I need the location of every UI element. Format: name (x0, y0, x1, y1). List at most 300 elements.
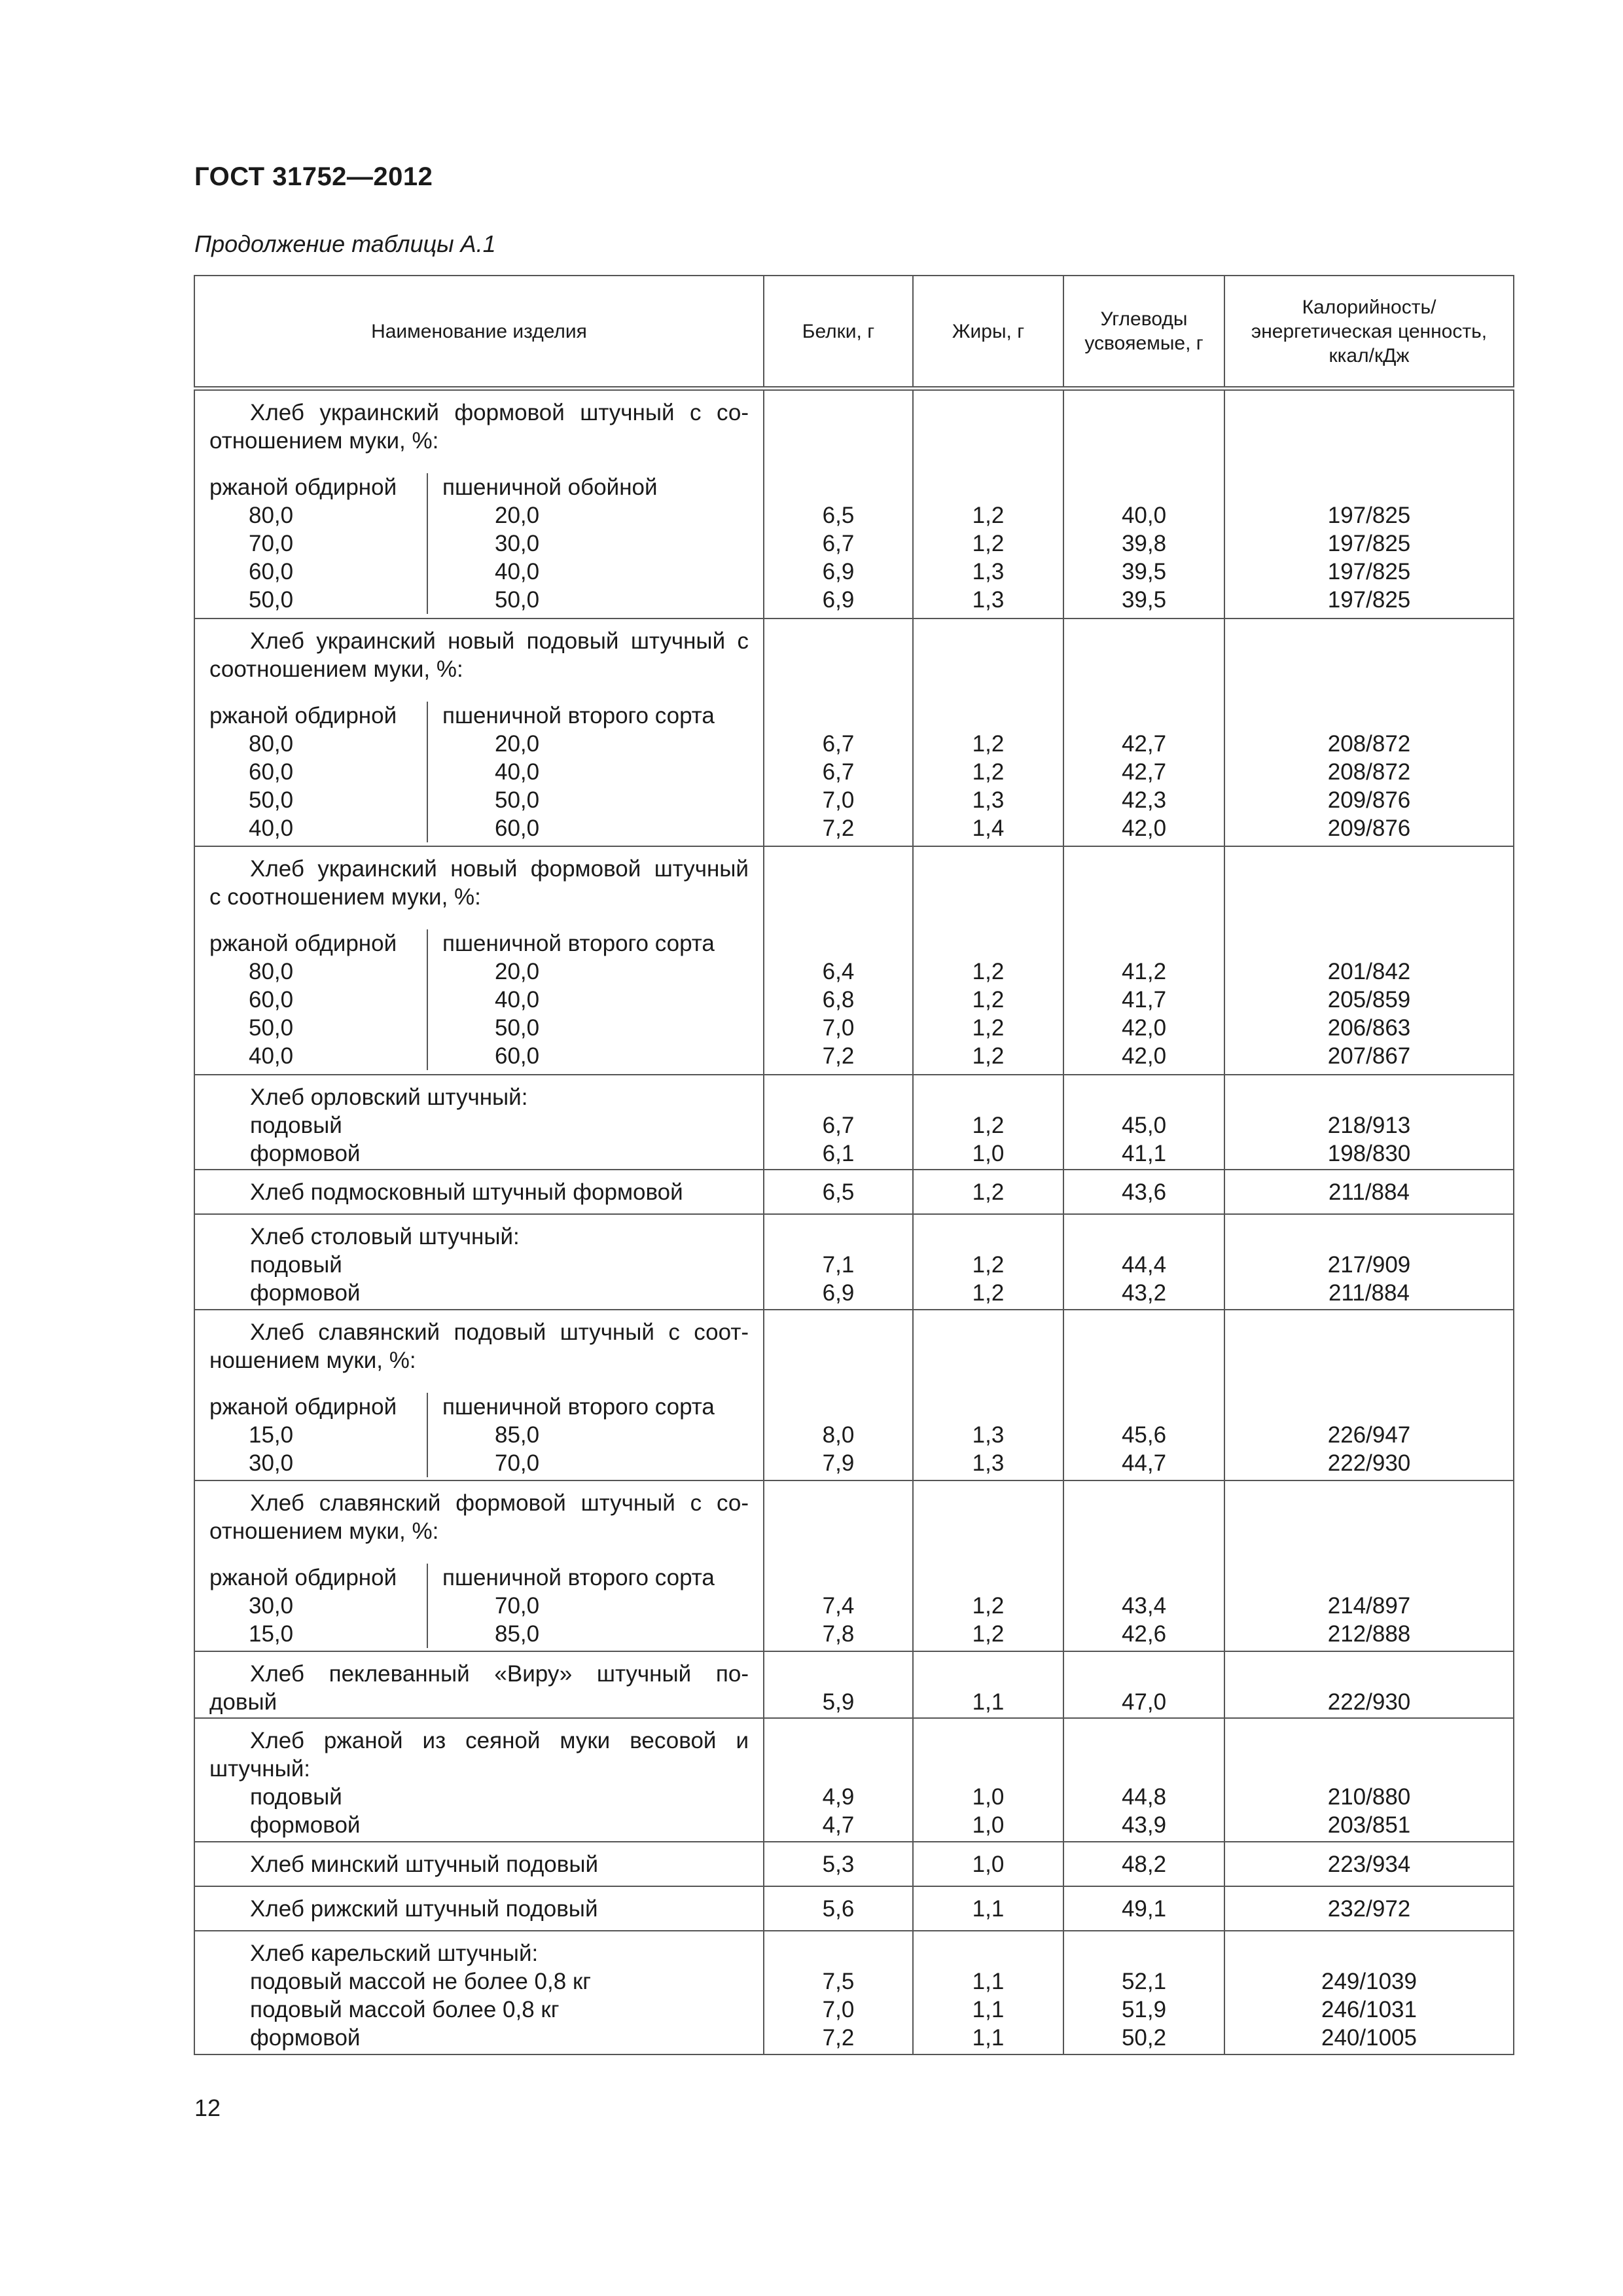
fat-value-cell (913, 1214, 1063, 1309)
fat-value-cell (913, 1842, 1063, 1886)
spacer (1225, 1223, 1513, 1251)
protein-value: 7,2 (822, 815, 855, 841)
protein-value: 6,8 (822, 987, 855, 1013)
spacer (764, 1083, 912, 1111)
rye-percent: 80,0 (249, 730, 294, 757)
table-row (194, 1310, 1514, 1480)
spacer (1064, 1517, 1224, 1564)
protein-value-cell (764, 1310, 913, 1480)
protein-value-cell (764, 1480, 913, 1651)
spacer (764, 929, 912, 958)
wheat-percent: 40,0 (495, 559, 540, 584)
calorie-value: 201/842 (1327, 959, 1411, 985)
calorie-value: 246/1031 (1321, 1996, 1417, 2022)
fat-value: 1,3 (972, 559, 1005, 584)
spacer (1225, 655, 1513, 702)
product-name-cell (194, 1310, 764, 1480)
rye-percent: 80,0 (249, 959, 294, 985)
spacer (1225, 1517, 1513, 1564)
fat-value: 1,2 (972, 1179, 1005, 1206)
product-title-line: Хлеб столовый штучный: (250, 1224, 520, 1250)
wheat-percent: 70,0 (495, 1592, 540, 1619)
page-number: 12 (194, 2094, 221, 2121)
spacer (1064, 1223, 1224, 1251)
wheat-percent: 50,0 (495, 587, 540, 613)
spacer (1064, 1083, 1224, 1111)
calorie-value: 226/947 (1327, 1422, 1411, 1448)
rye-percent: 50,0 (249, 1015, 294, 1041)
fat-value: 1,4 (972, 815, 1005, 841)
wheat-percent: 40,0 (495, 759, 540, 785)
spacer (914, 1939, 1063, 1967)
fat-value-cell (913, 1310, 1063, 1480)
calorie-value: 197/825 (1327, 503, 1411, 528)
carb-value: 45,6 (1121, 1422, 1167, 1448)
calorie-value-cell (1224, 1480, 1514, 1651)
table-row (194, 1886, 1514, 1931)
spacer (764, 427, 912, 473)
flour-col-rye (195, 1393, 428, 1477)
table-row (194, 1651, 1514, 1718)
col-header-name: Наименование изделия (194, 276, 764, 389)
spacer (914, 1083, 1063, 1111)
flour-col-wheat (428, 929, 763, 1070)
calorie-value: 203/851 (1327, 1812, 1411, 1838)
spacer (764, 1727, 912, 1755)
flour-ratio-grid (195, 929, 763, 1070)
calorie-value: 205/859 (1327, 987, 1411, 1013)
wheat-percent: 20,0 (495, 730, 540, 757)
product-title-line: Хлеб ржаной из сеяной муки весовой и (250, 1727, 749, 1753)
table-body (194, 389, 1514, 2055)
spacer (914, 1517, 1063, 1564)
spacer (1064, 655, 1224, 702)
protein-value: 4,9 (822, 1784, 855, 1810)
fat-value-cell (913, 389, 1063, 619)
col-header-carbs: Углеводы усвояемые, г (1063, 276, 1224, 389)
carb-value: 47,0 (1121, 1689, 1167, 1715)
flour-header-wheat: пшеничной обойной (442, 475, 658, 500)
fat-value: 1,1 (972, 1895, 1005, 1922)
document-code: ГОСТ 31752—2012 (194, 162, 433, 191)
flour-col-rye (195, 929, 428, 1070)
carb-value-cell (1063, 389, 1224, 619)
product-name-cell (194, 619, 764, 847)
carb-value-cell (1063, 1480, 1224, 1651)
flour-col-wheat (428, 473, 763, 614)
flour-ratio-grid (195, 702, 763, 842)
table-row (194, 1214, 1514, 1309)
carb-value-cell (1063, 619, 1224, 847)
carb-value: 42,7 (1121, 730, 1167, 757)
col-header-fat: Жиры, г (913, 276, 1063, 389)
rye-percent: 30,0 (249, 1592, 294, 1619)
wheat-percent: 70,0 (495, 1450, 540, 1476)
calorie-value-cell (1224, 1214, 1514, 1309)
spacer (1064, 1393, 1224, 1421)
carb-value: 42,7 (1121, 759, 1167, 785)
carb-value: 43,9 (1121, 1812, 1167, 1838)
variant-label: подовый (250, 1784, 342, 1810)
product-title-line: ношением муки, %: (209, 1347, 416, 1373)
protein-value-cell (764, 1718, 913, 1842)
rye-percent: 30,0 (249, 1450, 294, 1476)
calorie-value-cell (1224, 1075, 1514, 1170)
flour-header-rye: ржаной обдирной (209, 1564, 397, 1590)
table-row (194, 619, 1514, 847)
carb-value: 41,7 (1121, 987, 1167, 1013)
col-header-calories: Калорийность/ энергетическая ценность, ккал/кДж (1224, 276, 1514, 389)
flour-header-rye: ржаной обдирной (209, 702, 397, 728)
spacer (1225, 1393, 1513, 1421)
flour-col-wheat (428, 702, 763, 842)
carb-value: 41,1 (1121, 1140, 1167, 1166)
product-title-line: Хлеб карельский штучный: (250, 1940, 539, 1966)
carb-value: 40,0 (1121, 503, 1167, 528)
calorie-value: 249/1039 (1321, 1968, 1417, 1994)
product-name-cell (194, 1842, 764, 1886)
protein-value: 6,9 (822, 559, 855, 584)
protein-value: 7,2 (822, 2024, 855, 2051)
fat-value: 1,2 (972, 759, 1005, 785)
table-row (194, 1480, 1514, 1651)
spacer (1225, 1755, 1513, 1783)
fat-value: 1,2 (972, 987, 1005, 1013)
carb-value: 42,0 (1121, 1043, 1167, 1069)
carb-value: 44,8 (1121, 1784, 1167, 1810)
spacer (914, 1660, 1063, 1688)
calorie-value: 240/1005 (1321, 2024, 1417, 2051)
product-title-line: Хлеб минский штучный подовый (250, 1851, 599, 1877)
product-title-line: довый (209, 1689, 277, 1715)
protein-value: 5,9 (822, 1689, 855, 1715)
calorie-value-cell (1224, 1651, 1514, 1718)
carb-value-cell (1063, 1718, 1224, 1842)
fat-value: 1,3 (972, 1422, 1005, 1448)
carb-value: 49,1 (1121, 1895, 1167, 1922)
product-title-line: Хлеб рижский штучный подовый (250, 1895, 598, 1922)
rye-percent: 40,0 (249, 815, 294, 841)
spacer (1225, 929, 1513, 958)
fat-value: 1,1 (972, 1968, 1005, 1994)
protein-value-cell (764, 1931, 913, 2054)
calorie-value: 210/880 (1327, 1784, 1411, 1810)
spacer (1064, 427, 1224, 473)
spacer (1225, 855, 1513, 883)
spacer (914, 1223, 1063, 1251)
spacer (1225, 427, 1513, 473)
calorie-value-cell (1224, 1886, 1514, 1931)
spacer (209, 1545, 749, 1564)
table-row (194, 1075, 1514, 1170)
calorie-value: 218/913 (1327, 1112, 1411, 1138)
table-row (194, 389, 1514, 619)
protein-value: 6,1 (822, 1140, 855, 1166)
spacer (764, 473, 912, 501)
spacer (1225, 1346, 1513, 1393)
spacer (764, 655, 912, 702)
protein-value: 6,4 (822, 959, 855, 985)
spacer (764, 1660, 912, 1688)
spacer (764, 1564, 912, 1592)
spacer (914, 883, 1063, 929)
product-title-line: отношением муки, %: (209, 1518, 439, 1544)
flour-header-wheat: пшеничной второго сорта (442, 702, 715, 728)
spacer (1225, 702, 1513, 730)
spacer (764, 1517, 912, 1564)
nutrition-table (194, 275, 1514, 2055)
variant-label: подовый массой не более 0,8 кг (250, 1968, 592, 1994)
carb-value: 51,9 (1121, 1996, 1167, 2022)
fat-value-cell (913, 1170, 1063, 1214)
variant-label: формовой (250, 1140, 361, 1166)
fat-value: 1,3 (972, 587, 1005, 613)
spacer (764, 855, 912, 883)
product-name-cell (194, 1480, 764, 1651)
product-title-line: Хлеб пеклеванный «Виру» штучный по- (250, 1661, 749, 1687)
spacer (914, 655, 1063, 702)
calorie-value-cell (1224, 619, 1514, 847)
spacer (1225, 1727, 1513, 1755)
flour-col-wheat (428, 1393, 763, 1477)
calorie-value: 207/867 (1327, 1043, 1411, 1069)
protein-value: 6,7 (822, 1112, 855, 1138)
calorie-value: 232/972 (1327, 1895, 1411, 1922)
wheat-percent: 50,0 (495, 787, 540, 813)
calorie-value: 198/830 (1327, 1140, 1411, 1166)
spacer (764, 1755, 912, 1783)
carb-value: 39,5 (1121, 559, 1167, 584)
flour-col-rye (195, 473, 428, 614)
carb-value-cell (1063, 1931, 1224, 2054)
product-name-cell (194, 1718, 764, 1842)
product-title-line: Хлеб украинский новый формовой штучный (250, 856, 749, 882)
carb-value: 43,2 (1121, 1280, 1167, 1306)
rye-percent: 40,0 (249, 1043, 294, 1069)
col-header-protein: Белки, г (764, 276, 913, 389)
fat-value: 1,0 (972, 1784, 1005, 1810)
fat-value: 1,3 (972, 1450, 1005, 1476)
product-title-line: с соотношением муки, %: (209, 884, 481, 910)
flour-ratio-grid (195, 1564, 763, 1648)
fat-value: 1,2 (972, 531, 1005, 556)
table-row (194, 1170, 1514, 1214)
spacer (1064, 702, 1224, 730)
spacer (764, 702, 912, 730)
variant-label: формовой (250, 1812, 361, 1838)
carb-value: 45,0 (1121, 1112, 1167, 1138)
product-title-line: Хлеб подмосковный штучный формовой (250, 1179, 683, 1206)
carb-value: 50,2 (1121, 2024, 1167, 2051)
protein-value-cell (764, 1842, 913, 1886)
calorie-value: 222/930 (1327, 1450, 1411, 1476)
spacer (914, 1393, 1063, 1421)
protein-value: 5,6 (822, 1895, 855, 1922)
spacer (1064, 1939, 1224, 1967)
spacer (1064, 883, 1224, 929)
flour-header-wheat: пшеничной второго сорта (442, 1393, 715, 1420)
spacer (1064, 1660, 1224, 1688)
spacer (209, 911, 749, 929)
spacer (1064, 1564, 1224, 1592)
table-caption: Продолжение таблицы А.1 (194, 230, 496, 257)
spacer (1064, 929, 1224, 958)
carb-value-cell (1063, 1214, 1224, 1309)
spacer (209, 1374, 749, 1393)
protein-value: 7,0 (822, 1015, 855, 1041)
fat-value: 1,1 (972, 1689, 1005, 1715)
spacer (1225, 1489, 1513, 1517)
spacer (764, 627, 912, 655)
fat-value: 1,3 (972, 787, 1005, 813)
fat-value-cell (913, 1480, 1063, 1651)
rye-percent: 15,0 (249, 1422, 294, 1448)
carb-value: 42,3 (1121, 787, 1167, 813)
spacer (764, 399, 912, 427)
table-header-row (194, 276, 1514, 389)
carb-value: 44,4 (1121, 1252, 1167, 1278)
product-title-line: Хлеб орловский штучный: (250, 1084, 528, 1110)
protein-value: 6,5 (822, 1179, 855, 1206)
spacer (209, 683, 749, 702)
carb-value-cell (1063, 1651, 1224, 1718)
product-name-cell (194, 1931, 764, 2054)
product-title-line: Хлеб славянский подовый штучный с соот- (250, 1319, 749, 1345)
spacer (1225, 1564, 1513, 1592)
flour-header-rye: ржаной обдирной (209, 1393, 397, 1420)
fat-value-cell (913, 1931, 1063, 2054)
fat-value: 1,0 (972, 1812, 1005, 1838)
table-row (194, 846, 1514, 1075)
product-title-line: Хлеб украинский формовой штучный с со- (250, 400, 749, 425)
calorie-value: 214/897 (1327, 1592, 1411, 1619)
wheat-percent: 50,0 (495, 1015, 540, 1041)
carb-value: 43,6 (1121, 1179, 1167, 1206)
wheat-percent: 60,0 (495, 1043, 540, 1069)
spacer (764, 1489, 912, 1517)
fat-value-cell (913, 1651, 1063, 1718)
protein-value-cell (764, 1886, 913, 1931)
spacer (1225, 627, 1513, 655)
protein-value: 6,5 (822, 503, 855, 528)
fat-value: 1,2 (972, 1015, 1005, 1041)
calorie-value: 211/884 (1329, 1179, 1410, 1206)
variant-label: формовой (250, 1280, 361, 1306)
calorie-value: 217/909 (1327, 1252, 1411, 1278)
fat-value-cell (913, 1718, 1063, 1842)
rye-percent: 70,0 (249, 531, 294, 556)
protein-value-cell (764, 389, 913, 619)
flour-header-wheat: пшеничной второго сорта (442, 931, 715, 957)
flour-header-rye: ржаной обдирной (209, 931, 397, 957)
calorie-value: 208/872 (1327, 730, 1411, 757)
spacer (764, 1223, 912, 1251)
product-name-cell (194, 1170, 764, 1214)
product-name-cell (194, 1651, 764, 1718)
product-name-cell (194, 1886, 764, 1931)
calorie-value-cell (1224, 1718, 1514, 1842)
calorie-value: 206/863 (1327, 1015, 1411, 1041)
spacer (1225, 1660, 1513, 1688)
protein-value-cell (764, 1651, 913, 1718)
protein-value: 6,9 (822, 1280, 855, 1306)
wheat-percent: 20,0 (495, 503, 540, 528)
carb-value: 43,4 (1121, 1592, 1167, 1619)
carb-value: 52,1 (1121, 1968, 1167, 1994)
protein-value-cell (764, 846, 913, 1075)
product-title-line: Хлеб славянский формовой штучный с со- (250, 1490, 749, 1516)
fat-value: 1,0 (972, 1851, 1005, 1877)
table-row (194, 1842, 1514, 1886)
fat-value-cell (913, 1075, 1063, 1170)
product-name-cell (194, 1214, 764, 1309)
rye-percent: 60,0 (249, 559, 294, 584)
fat-value-cell (913, 846, 1063, 1075)
protein-value: 7,0 (822, 787, 855, 813)
spacer (1225, 399, 1513, 427)
fat-value-cell (913, 619, 1063, 847)
spacer (1064, 1489, 1224, 1517)
protein-value: 7,8 (822, 1621, 855, 1647)
spacer (1064, 1727, 1224, 1755)
rye-percent: 15,0 (249, 1621, 294, 1647)
protein-value: 7,5 (822, 1968, 855, 1994)
carb-value-cell (1063, 1170, 1224, 1214)
wheat-percent: 30,0 (495, 531, 540, 556)
carb-value-cell (1063, 1886, 1224, 1931)
spacer (764, 1318, 912, 1346)
calorie-value-cell (1224, 1931, 1514, 2054)
spacer (914, 1318, 1063, 1346)
calorie-value: 212/888 (1327, 1621, 1411, 1647)
protein-value-cell (764, 1214, 913, 1309)
variant-label: подовый (250, 1252, 342, 1278)
protein-value: 6,7 (822, 759, 855, 785)
wheat-percent: 20,0 (495, 959, 540, 985)
calorie-value: 197/825 (1327, 559, 1411, 584)
fat-value: 1,2 (972, 1280, 1005, 1306)
calorie-value: 223/934 (1327, 1851, 1411, 1877)
spacer (1064, 473, 1224, 501)
carb-value-cell (1063, 1075, 1224, 1170)
table-row (194, 1718, 1514, 1842)
spacer (764, 1393, 912, 1421)
calorie-value-cell (1224, 389, 1514, 619)
fat-value: 1,1 (972, 2024, 1005, 2051)
protein-value: 7,0 (822, 1996, 855, 2022)
fat-value: 1,2 (972, 730, 1005, 757)
fat-value: 1,1 (972, 1996, 1005, 2022)
spacer (1064, 855, 1224, 883)
calorie-value: 222/930 (1327, 1689, 1411, 1715)
flour-ratio-grid (195, 473, 763, 614)
carb-value-cell (1063, 846, 1224, 1075)
spacer (914, 1489, 1063, 1517)
protein-value: 6,7 (822, 531, 855, 556)
rye-percent: 60,0 (249, 759, 294, 785)
protein-value: 7,2 (822, 1043, 855, 1069)
variant-label: подовый массой более 0,8 кг (250, 1996, 560, 2022)
calorie-value: 211/884 (1329, 1280, 1410, 1306)
protein-value-cell (764, 1075, 913, 1170)
spacer (914, 427, 1063, 473)
product-name-cell (194, 1075, 764, 1170)
carb-value: 39,8 (1121, 531, 1167, 556)
calorie-value-cell (1224, 846, 1514, 1075)
spacer (914, 855, 1063, 883)
carb-value: 42,0 (1121, 1015, 1167, 1041)
rye-percent: 50,0 (249, 587, 294, 613)
